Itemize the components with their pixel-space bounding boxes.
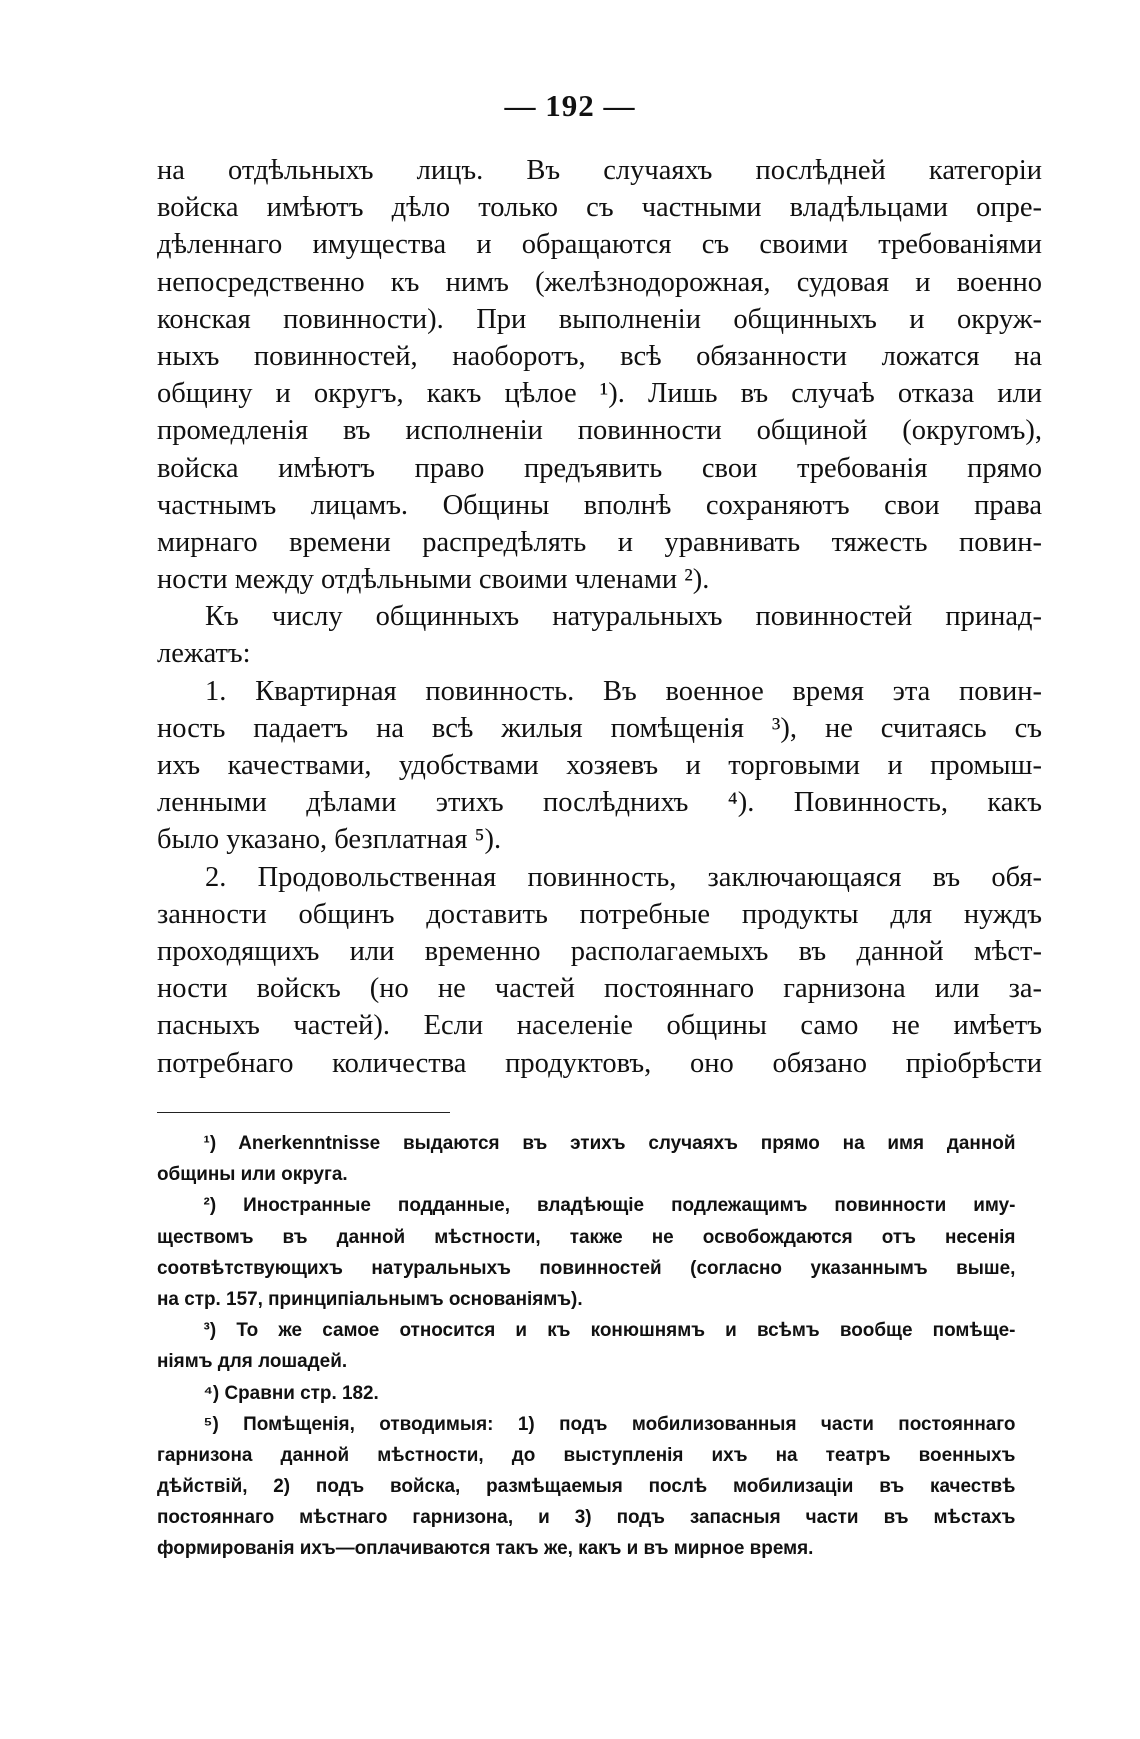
footnote-line-text: на стр. 157, принципіальнымъ основаніямъ). xyxy=(157,1287,583,1310)
text-line xyxy=(157,710,1042,747)
text-line xyxy=(157,896,1042,933)
footnote-line xyxy=(157,1128,1015,1159)
text-line xyxy=(157,487,1042,524)
text-line-text: непосредственно къ нимъ (желѣзнодорожная, судовая и военно xyxy=(157,266,1042,298)
text-line-text: конская повинности). При выполненіи общинныхъ и окруж- xyxy=(157,303,1042,335)
footnote-line-text: дѣйствій, 2) подъ войска, размѣщаемыя послѣ мобилизаціи въ качествѣ xyxy=(157,1475,1016,1498)
footnote-line-text: общины или округа. xyxy=(157,1163,348,1186)
text-line-text: ности войскъ (но не частей постояннаго гарнизона или за- xyxy=(157,973,1042,1005)
main-text-body xyxy=(157,152,1042,1082)
text-line xyxy=(157,933,1042,970)
text-line-text: мирнаго времени распредѣлять и уравнивать тяжесть повин- xyxy=(157,526,1042,558)
text-line xyxy=(157,747,1042,784)
text-line-text: ихъ качествами, удобствами хозяевъ и торговыми и промыш- xyxy=(157,750,1042,781)
footnote-line-text: соотвѣтствующихъ натуральныхъ повинностей (согласно указаннымъ выше, xyxy=(157,1256,1016,1279)
text-line xyxy=(157,859,1042,896)
text-line xyxy=(157,561,1042,598)
text-line xyxy=(157,152,1042,189)
text-line xyxy=(157,301,1042,338)
text-line-text: ленными дѣлами этихъ послѣднихъ ⁴). Повинность, какъ xyxy=(157,787,1042,819)
page-number: — 192 — xyxy=(504,88,636,123)
text-line xyxy=(157,821,1042,858)
text-line-text: ность падаетъ на всѣ жилыя помѣщенія ³), не считаясь съ xyxy=(157,712,1042,744)
footnote-line xyxy=(157,1409,1015,1440)
text-line-text: проходящихъ или временно располагаемыхъ въ данной мѣст- xyxy=(157,935,1042,967)
footnote-line-text: ніямъ для лошадей. xyxy=(157,1350,348,1373)
footnote-line xyxy=(157,1471,1015,1502)
footnote-line-text: постояннаго мѣстнаго гарнизона, и 3) подъ запасныя части въ мѣстахъ xyxy=(157,1506,1016,1529)
text-line-text: Къ числу общинныхъ натуральныхъ повинностей принад- xyxy=(205,601,1042,633)
footnote-line xyxy=(157,1190,1015,1221)
text-line-text: ности между отдѣльными своими членами ²). xyxy=(157,564,710,596)
footnote-line-text: ⁵) Помѣщенія, отводимыя: 1) подъ мобилизованныя части постояннаго xyxy=(203,1412,1016,1435)
footnote-line xyxy=(157,1502,1015,1533)
footnote-line-text: ществомъ въ данной мѣстности, также не освобождаются отъ несенія xyxy=(157,1225,1016,1248)
text-line-text: занности общинъ доставить потребные продукты для нуждъ xyxy=(157,898,1042,930)
text-line-text: войска имѣютъ дѣло только съ частными владѣльцами опре- xyxy=(157,192,1042,224)
footnote-line xyxy=(157,1533,1015,1564)
text-line-text: промедленія въ исполненіи повинности общиной (округомъ), xyxy=(157,415,1042,447)
text-line-text: пасныхъ частей). Если населеніе общины само не имѣетъ xyxy=(157,1010,1042,1042)
footnotes-block xyxy=(157,1128,1015,1565)
footnote-line xyxy=(157,1284,1015,1315)
text-line xyxy=(157,524,1042,561)
text-line-text: на отдѣльныхъ лицъ. Въ случаяхъ послѣдней категоріи xyxy=(157,155,1042,186)
text-line-text: войска имѣютъ право предъявить свои требованія прямо xyxy=(157,452,1042,484)
text-line xyxy=(157,226,1042,263)
footnote-line-text: формированія ихъ—оплачиваются такъ же, какъ и въ мирное время. xyxy=(157,1537,814,1560)
text-line xyxy=(157,264,1042,301)
footnote-line xyxy=(157,1378,1015,1409)
footnote-line-text: ³) То же самое относится и къ конюшнямъ и всѣмъ вообще помѣще- xyxy=(203,1319,1016,1342)
text-line-text: ныхъ повинностей, наоборотъ, всѣ обязанности ложатся на xyxy=(157,340,1042,372)
text-line xyxy=(157,375,1042,412)
text-line xyxy=(157,450,1042,487)
text-line xyxy=(157,189,1042,226)
footnote-line xyxy=(157,1253,1015,1284)
text-line xyxy=(157,1045,1042,1082)
text-line xyxy=(157,412,1042,449)
footnote-line xyxy=(157,1222,1015,1253)
text-line xyxy=(157,1007,1042,1044)
footnote-line-text: ²) Иностранные подданные, владѣющіе подлежащимъ повинности иму- xyxy=(203,1194,1016,1217)
text-line xyxy=(157,784,1042,821)
text-line-text: дѣленнаго имущества и обращаются съ своими требованіями xyxy=(157,229,1042,261)
text-line-text: лежатъ: xyxy=(157,638,251,670)
footnote-line xyxy=(157,1440,1015,1471)
text-line xyxy=(157,598,1042,635)
footnote-line-text: ⁴) Сравни стр. 182. xyxy=(203,1381,379,1404)
text-line-text: потребнаго количества продуктовъ, оно обязано пріобрѣсти xyxy=(157,1047,1042,1079)
text-line-text: было указано, безплатная ⁵). xyxy=(157,824,502,856)
footnote-line-text: ¹) Anerkenntnisse выдаются въ этихъ случаяхъ прямо на имя данной xyxy=(203,1132,1016,1154)
footnote-line xyxy=(157,1315,1015,1346)
footnote-line-text: гарнизона данной мѣстности, до выступленія ихъ на театръ военныхъ xyxy=(157,1443,1016,1466)
text-line xyxy=(157,635,1042,672)
text-line-text: 2. Продовольственная повинность, заключающаяся въ обя- xyxy=(205,861,1042,893)
text-line-text: общину и округъ, какъ цѣлое ¹). Лишь въ случаѣ отказа или xyxy=(157,378,1042,410)
footnote-separator-rule xyxy=(157,1112,450,1113)
text-line xyxy=(157,338,1042,375)
text-line xyxy=(157,970,1042,1007)
text-line-text: частнымъ лицамъ. Общины вполнѣ сохраняютъ свои права xyxy=(157,489,1042,521)
footnote-line xyxy=(157,1159,1015,1190)
footnote-line xyxy=(157,1346,1015,1377)
text-line-text: 1. Квартирная повинность. Въ военное время эта повин- xyxy=(205,675,1042,707)
text-line xyxy=(157,673,1042,710)
